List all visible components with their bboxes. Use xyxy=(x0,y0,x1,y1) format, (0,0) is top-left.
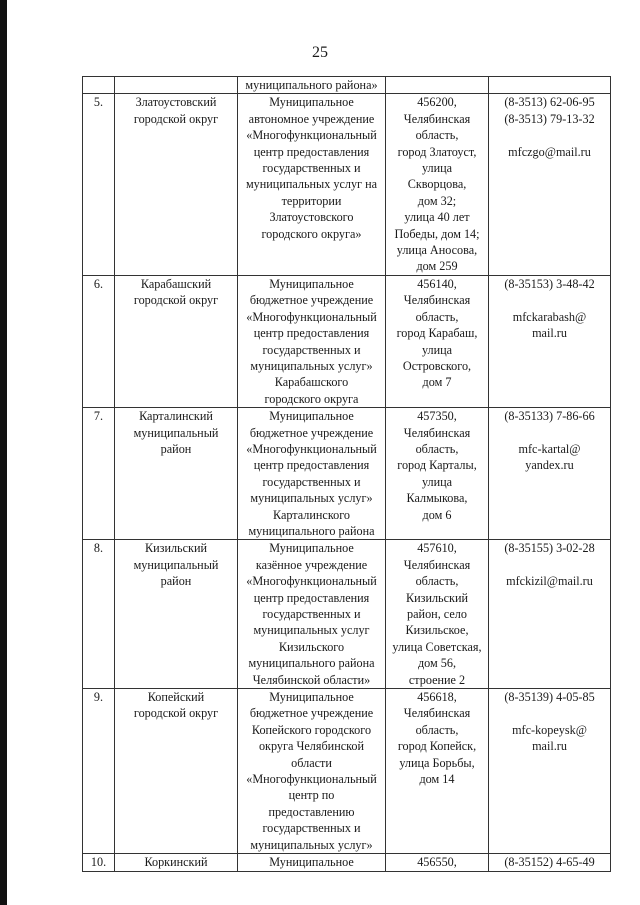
cell-line: Островского, xyxy=(402,358,472,373)
cell-line: улица xyxy=(421,161,453,176)
cell-institution xyxy=(238,689,386,854)
cell-line: области xyxy=(291,755,332,770)
cell-line: Челябинская xyxy=(403,557,471,572)
table-row xyxy=(83,689,611,854)
scan-edge-bar xyxy=(0,0,7,905)
cell-line: территории xyxy=(281,193,342,208)
cell-line: центр по xyxy=(288,788,335,803)
cell-line: (8-35133) 7-86-66 xyxy=(504,409,595,424)
row-number: 10. xyxy=(90,855,107,870)
cell-line: Кизильское, xyxy=(405,623,469,638)
cell-line: муниципальный xyxy=(133,557,219,572)
blank-line xyxy=(491,425,608,441)
cell-line: Копейского городского xyxy=(251,722,372,737)
table-row-continuation xyxy=(83,77,611,94)
cell-address xyxy=(386,275,489,407)
cell-line: (8-35139) 4-05-85 xyxy=(504,690,595,705)
cell-contacts xyxy=(489,540,611,689)
cell-line: дом 7 xyxy=(422,375,452,390)
cell-contacts xyxy=(489,689,611,854)
cell-line: mail.ru xyxy=(532,739,567,754)
cell-line: дом 56, xyxy=(417,656,457,671)
cell-line: бюджетное учреждение xyxy=(249,425,374,440)
cell-contacts xyxy=(489,94,611,275)
cell-line: муниципальных услуг» xyxy=(250,837,373,852)
cell-line: «Многофункциональный xyxy=(246,128,377,143)
cell-line: Карталинского xyxy=(272,507,351,522)
cell-line: Челябинская xyxy=(403,111,471,126)
cell-num xyxy=(83,689,115,854)
cell-line: государственных и xyxy=(262,342,361,357)
cell-institution xyxy=(238,275,386,407)
cell-line: бюджетное учреждение xyxy=(249,293,374,308)
cell-line: муниципальных услуг на xyxy=(245,177,378,192)
cell-line: (8-3513) 62-06-95 xyxy=(504,95,595,110)
cell-line: центр предоставления xyxy=(253,590,370,605)
cell-line: Златоустовского xyxy=(269,210,354,225)
cell-line: (8-35155) 3-02-28 xyxy=(504,541,595,556)
cell-institution xyxy=(238,854,386,871)
cell-territory xyxy=(115,94,238,275)
cell-line: (8-3513) 79-13-32 xyxy=(504,111,595,126)
cell-line: Муниципальное xyxy=(269,276,354,291)
cell-line: государственных и xyxy=(262,607,361,621)
cell-line: городской округ xyxy=(133,293,219,308)
cell-num xyxy=(83,275,115,407)
cell-line: mfc-kopeysk@ xyxy=(512,722,587,737)
cell-num xyxy=(83,854,115,871)
cell-line: муниципальных услуг» xyxy=(250,491,373,506)
cell-num xyxy=(83,408,115,540)
cell-line: дом 14 xyxy=(419,772,455,787)
cell-line: дом 32; xyxy=(417,193,457,208)
cell-line: Челябинской области» xyxy=(252,672,371,687)
cell-line: округа Челябинской xyxy=(258,739,365,754)
cell-line: городского округа xyxy=(264,391,359,406)
row-number: 5. xyxy=(93,95,104,110)
cell-line: mfckarabash@ xyxy=(512,309,587,324)
table-row xyxy=(83,854,611,871)
cell-line: автономное учреждение xyxy=(248,111,375,126)
cell-line: казённое учреждение xyxy=(255,557,368,572)
cell-line: yandex.ru xyxy=(525,458,574,473)
cell-line: муниципального района xyxy=(248,656,375,671)
cell-address xyxy=(386,854,489,871)
cell-line: центр предоставления xyxy=(253,326,370,341)
cell-line: государственных и xyxy=(262,161,361,176)
cell-line: mail.ru xyxy=(532,326,567,341)
blank-line xyxy=(491,705,608,721)
cell-line: муниципальный xyxy=(133,425,219,440)
cell-line: улица xyxy=(421,342,453,357)
cell-address xyxy=(386,408,489,540)
cell-contacts xyxy=(489,275,611,407)
cell-line: предоставлению xyxy=(268,804,355,819)
cell-line: (8-35153) 3-48-42 xyxy=(504,276,595,291)
cell-line: муниципальных услуг xyxy=(253,623,370,638)
cell-institution xyxy=(238,94,386,275)
cell-line: Копейский xyxy=(147,690,205,705)
cell-line: город Карталы, xyxy=(397,458,477,473)
cell-line: центр предоставления xyxy=(253,458,370,473)
cell-address xyxy=(386,689,489,854)
cell-line: область, xyxy=(415,441,459,456)
cell-address xyxy=(386,94,489,275)
cell-line: Калмыкова, xyxy=(406,491,468,506)
cell-line: 457350, xyxy=(417,409,457,424)
cell-territory xyxy=(115,408,238,540)
cell-line: 456550, xyxy=(417,855,457,870)
cell-line: Кизильского xyxy=(278,639,345,654)
table-row xyxy=(83,540,611,689)
cell-num xyxy=(83,94,115,275)
cell-line: Муниципальное xyxy=(269,409,354,424)
cell-line: Победы, дом 14; xyxy=(394,226,480,241)
cell-line: центр предоставления xyxy=(253,144,370,159)
cell-territory xyxy=(115,275,238,407)
table-body xyxy=(83,77,611,872)
mfc-table xyxy=(82,76,611,872)
cell-line: Карабашского xyxy=(274,375,349,390)
cell-line: mfczgo@mail.ru xyxy=(508,144,591,159)
cell-contacts xyxy=(489,854,611,871)
cell-line: Челябинская xyxy=(403,425,471,440)
cell-line: Карабашский xyxy=(140,276,212,291)
cell-line: дом 6 xyxy=(422,507,452,522)
cell-line: улица Советская, xyxy=(392,639,482,654)
cell-line: Муниципальное xyxy=(269,541,354,556)
cell-line: город Златоуст, xyxy=(397,144,477,159)
table-row xyxy=(83,275,611,407)
cell-line: строение 2 xyxy=(408,672,466,687)
cell-address xyxy=(386,77,489,94)
blank-line xyxy=(491,127,608,143)
cell-line: Муниципальное xyxy=(269,690,354,705)
cell-line: улица Аносова, xyxy=(396,243,478,258)
cell-line: 457610, xyxy=(417,541,457,556)
cell-territory xyxy=(115,689,238,854)
cell-line: район, село xyxy=(407,607,467,621)
cell-line: Кизильский xyxy=(144,541,207,556)
cell-line: городской округ xyxy=(133,111,219,126)
cell-line: область, xyxy=(415,722,459,737)
page-number: 25 xyxy=(312,44,328,61)
cell-institution xyxy=(238,77,386,94)
cell-line: муниципального района xyxy=(248,523,375,538)
cell-line: Челябинская xyxy=(403,706,471,721)
cell-address xyxy=(386,540,489,689)
cell-line: улица Борьбы, xyxy=(399,755,475,770)
cell-line: Челябинская xyxy=(403,293,471,308)
table-row xyxy=(83,408,611,540)
row-number: 6. xyxy=(93,276,104,291)
cell-line: Кизильский xyxy=(405,590,468,605)
cell-institution xyxy=(238,540,386,689)
row-number: 7. xyxy=(93,409,104,424)
cell-line: Коркинский xyxy=(144,855,208,870)
cell-line: государственных и xyxy=(262,821,361,836)
cell-territory xyxy=(115,540,238,689)
cell-line: 456140, xyxy=(417,276,457,291)
cell-line: городского округа» xyxy=(261,226,362,241)
cell-line: mfckizil@mail.ru xyxy=(506,574,593,589)
cell-line: область, xyxy=(415,574,459,589)
cell-line: «Многофункциональный xyxy=(246,772,377,787)
cell-line: дом 259 xyxy=(416,259,458,274)
cell-institution xyxy=(238,408,386,540)
cell-line: район xyxy=(160,441,192,456)
table-row xyxy=(83,94,611,275)
cell-line: (8-35152) 4-65-49 xyxy=(504,855,595,870)
cell-line: область, xyxy=(415,128,459,143)
cell-line: Скворцова, xyxy=(407,177,467,192)
cell-line: «Многофункциональный xyxy=(246,574,377,589)
cell-num xyxy=(83,77,115,94)
cell-line: mfc-kartal@ xyxy=(518,441,581,456)
cell-territory xyxy=(115,854,238,871)
cell-line: муниципальных услуг» xyxy=(250,358,373,373)
blank-line xyxy=(491,292,608,308)
cell-contacts xyxy=(489,408,611,540)
cell-line: городской округ xyxy=(133,706,219,721)
cell-line: Муниципальное xyxy=(269,855,354,870)
cell-line: улица xyxy=(421,474,453,489)
cell-line: Карталинский xyxy=(139,409,213,424)
cell-line: район xyxy=(160,574,192,589)
cell-line: 456200, xyxy=(417,95,457,110)
cell-line: бюджетное учреждение xyxy=(249,706,374,721)
cell-line: муниципального района» xyxy=(245,78,378,92)
cell-line: «Многофункциональный xyxy=(246,441,377,456)
cell-contacts xyxy=(489,77,611,94)
cell-num xyxy=(83,540,115,689)
cell-line: улица 40 лет xyxy=(404,210,470,225)
cell-line: Муниципальное xyxy=(269,95,354,110)
cell-line: область, xyxy=(415,309,459,324)
cell-line: 456618, xyxy=(417,690,457,705)
cell-line: Златоустовский xyxy=(135,95,217,110)
row-number: 9. xyxy=(93,690,104,705)
blank-line xyxy=(491,557,608,573)
cell-territory xyxy=(115,77,238,94)
cell-line: государственных и xyxy=(262,474,361,489)
cell-line: город Копейск, xyxy=(397,739,477,754)
cell-line: город Карабаш, xyxy=(396,326,478,341)
row-number: 8. xyxy=(93,541,104,556)
cell-line: «Многофункциональный xyxy=(246,309,377,324)
